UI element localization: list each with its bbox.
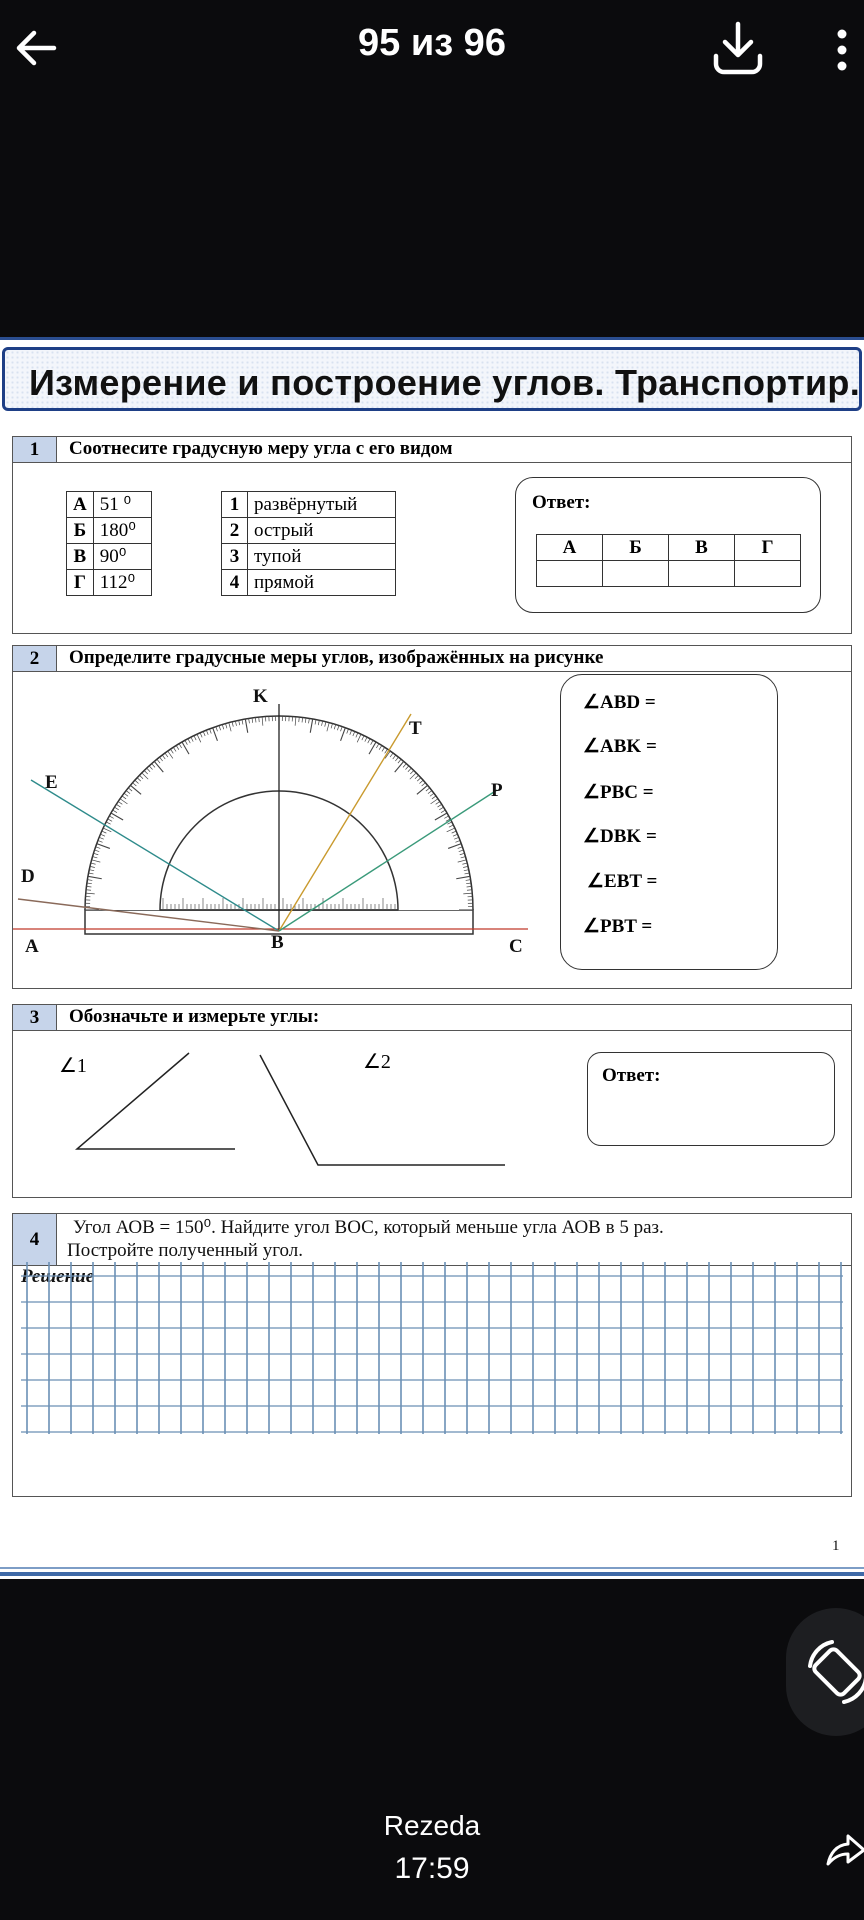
- task-text-line-2: Постройте полученный угол.: [67, 1240, 304, 1261]
- message-time: 17:59: [394, 1852, 470, 1885]
- page-number: 1: [832, 1538, 840, 1554]
- answer-table: А Б В Г: [536, 534, 801, 587]
- angle-2-label: ∠2: [363, 1051, 391, 1073]
- angle-1-label: ∠1: [59, 1055, 87, 1077]
- point-label-A: A: [25, 936, 39, 957]
- point-label-E: E: [45, 772, 58, 793]
- task-title: Обозначьте и измерьте углы:: [69, 1006, 320, 1027]
- author-name: Rezeda: [383, 1810, 481, 1841]
- angle-PBT: ∠PBT =: [583, 916, 653, 937]
- angle-type-table: 1 развёрнутый 2 острый 3 тупой 4 прямой: [221, 491, 396, 596]
- top-bar: [0, 0, 864, 100]
- more-options-icon[interactable]: [820, 20, 864, 80]
- angle-2-figure: [260, 1055, 505, 1165]
- point-label-B: B: [271, 932, 284, 953]
- solution-grid: [21, 1262, 843, 1434]
- worksheet-title: Измерение и построение углов. Транспортир.: [2, 347, 862, 411]
- rotate-icon: [786, 1608, 864, 1736]
- angle-PBC: ∠PBC =: [583, 782, 654, 803]
- answer-box: [515, 477, 821, 613]
- angle-measure-table: А 51 ⁰ Б 180⁰ В 90⁰ Г 112⁰: [66, 491, 152, 596]
- task-1: [12, 436, 852, 634]
- point-label-P: P: [491, 780, 503, 801]
- angles-figure: [13, 1031, 513, 1197]
- task-number: 1: [13, 437, 57, 462]
- point-label-C: C: [509, 936, 523, 957]
- angles-answer-box: [560, 674, 778, 970]
- solution-label: Решение: [21, 1266, 95, 1287]
- point-label-D: D: [21, 866, 35, 887]
- protractor-figure: [13, 672, 543, 988]
- answer-label: Ответ:: [602, 1065, 661, 1086]
- task-3: [12, 1004, 852, 1198]
- page-edge: [0, 1563, 864, 1579]
- task-4: [12, 1213, 852, 1497]
- page-counter: 95 из 96: [358, 22, 506, 64]
- angle-ABD: ∠ABD =: [583, 692, 656, 713]
- task-number: 4: [13, 1214, 57, 1266]
- answer-box: [587, 1052, 835, 1146]
- document-image: [0, 337, 864, 1577]
- answer-label: Ответ:: [532, 492, 591, 513]
- rotate-screen-button[interactable]: [786, 1608, 864, 1736]
- task-title: Соотнесите градусную меру угла с его видом: [69, 438, 453, 459]
- task-title: Определите градусные меры углов, изображённых на рисунке: [69, 647, 604, 668]
- angle-EBT: ∠EBT =: [587, 871, 658, 892]
- task-number: 3: [13, 1005, 57, 1030]
- point-label-K: K: [253, 686, 268, 707]
- download-icon[interactable]: [706, 16, 770, 80]
- task-number: 2: [13, 646, 57, 671]
- task-2: [12, 645, 852, 989]
- task-text-line-1: Угол АОВ = 150⁰. Найдите угол ВОС, который меньше угла АОВ в 5 раз.: [73, 1217, 664, 1238]
- share-icon[interactable]: [826, 1830, 864, 1870]
- angle-1-figure: [77, 1053, 235, 1149]
- angle-ABK: ∠ABK =: [583, 736, 657, 757]
- angle-DBK: ∠DBK =: [583, 826, 657, 847]
- point-label-T: T: [409, 718, 422, 739]
